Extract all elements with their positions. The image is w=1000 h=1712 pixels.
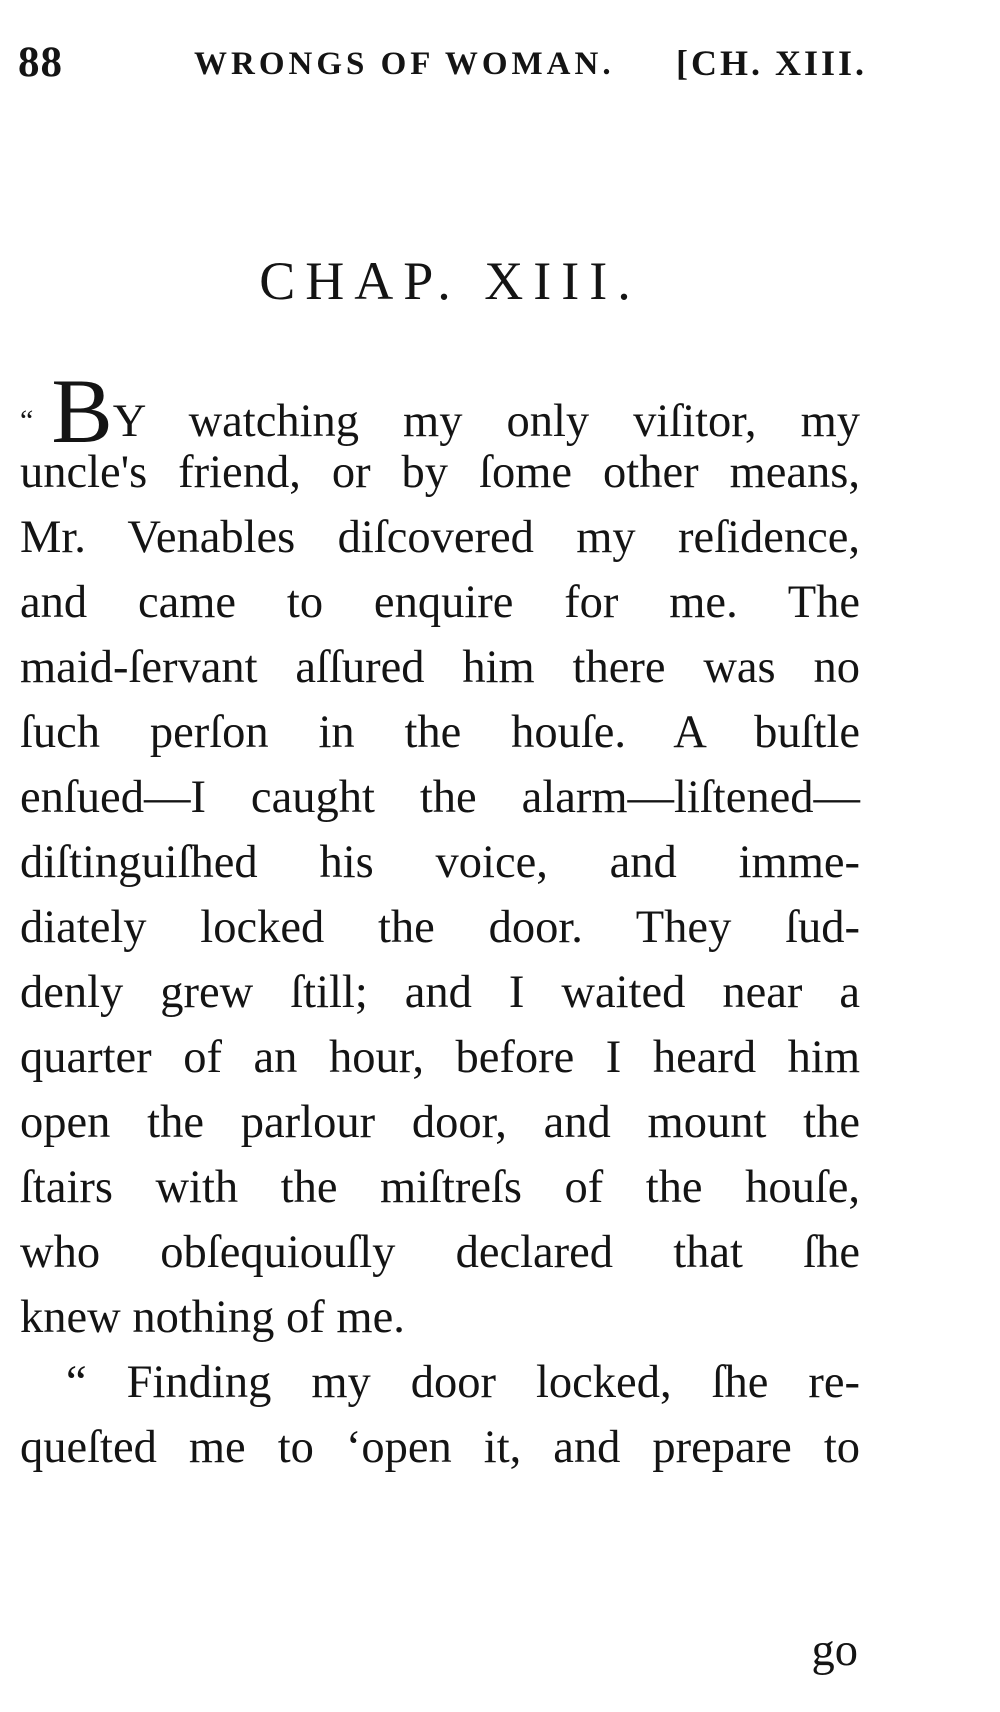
chapter-heading: CHAP. XIII. [259,251,641,311]
paragraph-1 [20,360,860,1350]
text-line: and came to enquire for me. The [20,577,860,628]
text-line: denly grew ſtill; and I waited near a [20,967,860,1018]
body-text [20,360,860,1480]
text-line: enſued—I caught the alarm—liſtened— [20,772,860,823]
text-line: uncle's friend, or by ſome other means, [20,447,860,498]
drop-initial-letter: B [51,360,113,462]
text-line: diſtinguiſhed his voice, and imme- [20,837,860,888]
text-line: Y watching my only viſitor, my [112,396,860,447]
catchword: go [811,1625,858,1676]
text-line: diately locked the door. They ſud- [20,902,860,953]
text-line: “ Finding my door locked, ſhe re- [66,1357,860,1408]
text-line: maid-ſervant aſſured him there was no [20,642,860,693]
text-line: queſted me to ‘open it, and prepare to [20,1422,860,1473]
text-line: knew nothing of me. [20,1292,405,1343]
opening-quote: “ [20,404,34,437]
page-number: 88 [18,39,63,86]
book-title: WRONGS OF WOMAN. [194,46,615,82]
text-line: open the parlour door, and mount the [20,1097,860,1148]
text-line: who obſequiouſly declared that ſhe [20,1227,860,1278]
text-line: ſuch perſon in the houſe. A buſtle [20,707,860,758]
running-head [18,38,938,98]
chapter-reference: [CH. XIII. [676,43,868,83]
paragraph-first-line [20,360,860,462]
paragraph-2 [20,1350,860,1480]
text-line: ſtairs with the miſtreſs of the houſe, [20,1162,860,1213]
text-line: Mr. Venables diſcovered my reſidence, [20,512,860,563]
text-line: quarter of an hour, before I heard him [20,1032,860,1083]
